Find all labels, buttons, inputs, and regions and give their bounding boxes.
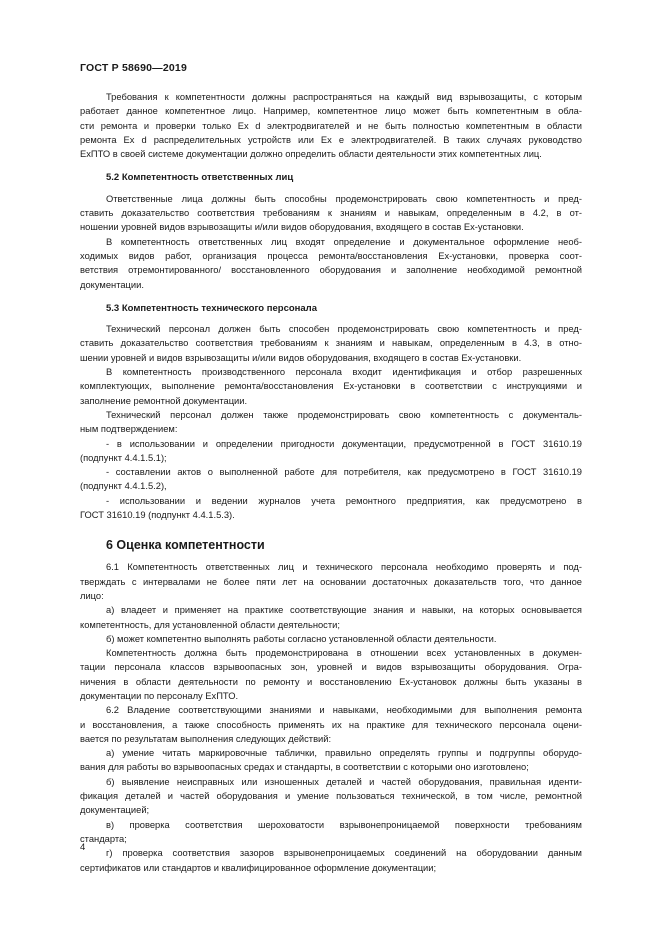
list-item-journals	[80, 494, 582, 523]
list-item-v-roughness	[80, 818, 582, 847]
text-line: документацией;	[80, 805, 150, 816]
text-line: фикация деталей и частей оборудования и умение пользоваться технической, в том числе, ремонтной	[80, 791, 582, 802]
text-line: ставить доказательство соответствия требованиям к знаниям и навыкам, определенным в 4.3, в отно-	[80, 338, 582, 349]
text-line: а) умение читать маркировочные таблички, правильно определять группы и подгруппы оборудо-	[106, 748, 582, 759]
document-body	[80, 90, 582, 875]
paragraph-demonstration	[80, 646, 582, 703]
page-header: ГОСТ Р 58690—2019	[80, 62, 188, 74]
paragraph-responsible-persons	[80, 192, 582, 235]
text-line: документации.	[80, 279, 144, 290]
list-item-a	[80, 603, 582, 632]
text-line: г) проверка соответствия зазоров взрывонепроницаемых соединений на оборудовании данным	[106, 848, 582, 859]
text-line: Технический персонал должен также продемонстрировать свою компетентность с документаль-	[106, 409, 582, 420]
text-line: ГОСТ 31610.19 (подпункт 4.4.1.5.3).	[80, 510, 235, 521]
list-item-documentation-use	[80, 437, 582, 466]
paragraph-competence-scope	[80, 90, 582, 161]
text-line: ходимых видов работ, организация процесса ремонта/восстановления Ех-установки, проверка соот-	[80, 250, 582, 261]
list-item-work-acts	[80, 465, 582, 494]
page-number: 4	[80, 842, 86, 853]
text-line: ветствия отремонтированного/ восстановленного оборудования и заполнение необходимой ремонтной	[80, 265, 582, 276]
text-line: сертификатов или стандартов и квалифицированное оформление документации;	[80, 862, 437, 873]
paragraph-technical-staff	[80, 322, 582, 365]
text-line: - в использовании и определении пригодности документации, предусмотренной в ГОСТ 31610.19	[106, 438, 582, 449]
text-line: ремонта Ex d распределительных устройств или Ex e электродвигателей. В таких случаях руководство	[80, 134, 582, 145]
text-line: сти ремонта и проверки только Ex d электродвигателей и не быть полностью компетентным в области	[80, 120, 582, 131]
text-line: документации по персоналу ЕхПТО.	[80, 690, 239, 701]
text-line: В компетентность производственного персонала входит идентификация и отбор разрешенных	[106, 367, 582, 378]
text-line: - составлении актов о выполненной работе для потребителя, как предусмотрено в ГОСТ 31610.19	[106, 467, 582, 478]
text-line: и восстановления, а также способность применять их на практике для технического персонала оцени-	[80, 719, 582, 730]
paragraph-6-2	[80, 703, 582, 746]
list-item-g-gaps	[80, 846, 582, 875]
list-item-a-labels	[80, 746, 582, 775]
text-line: Ответственные лица должны быть способны продемонстрировать свою компетентность и пред-	[106, 193, 582, 204]
text-line: заполнение ремонтной документации.	[80, 395, 248, 406]
text-line: Компетентность должна быть продемонстрирована в отношении всех установленных в докумен-	[106, 648, 582, 659]
section-heading-5-3: 5.3 Компетентность технического персонала	[106, 302, 317, 314]
text-line: вается по результатам выполнения следующих действий:	[80, 733, 332, 744]
paragraph-documented-proof	[80, 408, 582, 437]
text-line: (подпункт 4.4.1.5.1);	[80, 452, 167, 463]
text-line: Требования к компетентности должны распространяться на каждый вид взрывозащиты, с которым	[106, 92, 582, 102]
text-line: тации персонала классов взрывоопасных зон, уровней и видов взрывозащиты оборудования. Огра-	[80, 662, 582, 673]
text-line: комплектующих, выполнение ремонта/восстановления Ех-установки в соответствии с инструкциями и	[80, 381, 582, 392]
paragraph-6-1	[80, 560, 582, 603]
paragraph-responsible-duties	[80, 235, 582, 292]
text-line: Технический персонал должен быть способен продемонстрировать свою компетентность и пред-	[106, 324, 582, 335]
text-line: ношении уровней видов взрывозащиты и/или видов оборудования, входящего в состав Ех-установки.	[80, 222, 524, 233]
text-line: ничения в области деятельности по ремонту и восстановлению Ех-установок должны быть указаны в	[80, 676, 582, 687]
text-line: стандарта;	[80, 833, 127, 844]
text-line: вания для работы во взрывоопасных средах и стандарты, в соответствии с которыми оно изготовлено;	[80, 762, 529, 773]
text-line: ЕхПТО в своей системе документации должно определить области деятельности этих компетентных лиц.	[80, 149, 542, 160]
list-item-b	[80, 632, 582, 646]
text-line: лицо:	[80, 590, 104, 601]
text-line: работает данное компетентное лицо. Например, компетентное лицо может быть компетентным в обла-	[80, 106, 582, 117]
section-heading-6: 6 Оценка компетентности	[106, 538, 265, 553]
text-line: В компетентность ответственных лиц входят определение и документальное оформление необ-	[106, 236, 582, 247]
list-item-b-defects	[80, 775, 582, 818]
text-line: ным подтверждением:	[80, 424, 178, 435]
text-line: - использовании и ведении журналов учета ремонтного предприятия, как предусмотрено в	[106, 495, 582, 506]
text-line: шении уровней и видов взрывозащиты и/или видов оборудования, входящего в состав Ех-установки.	[80, 352, 522, 363]
text-line: ставить доказательство соответствия требованиям к знаниям и навыкам, определенным в 4.2, в от-	[80, 208, 582, 219]
text-line: 6.1 Компетентность ответственных лиц и технического персонала необходимо проверять и под-	[106, 562, 582, 573]
text-line: 6.2 Владение соответствующими знаниями и навыками, необходимыми для выполнения ремонта	[106, 705, 582, 716]
text-line: тверждать с интервалами не более пяти лет на основании достаточных доказательств того, что данное	[80, 576, 582, 587]
section-heading-5-2: 5.2 Компетентность ответственных лиц	[106, 172, 294, 184]
text-line: компетентность, для установленной области деятельности;	[80, 619, 340, 630]
text-line: б) может компетентно выполнять работы согласно установленной области деятельности.	[106, 633, 497, 644]
text-line: (подпункт 4.4.1.5.2),	[80, 481, 167, 492]
text-line: в) проверка соответствия шероховатости взрывонепроницаемой поверхности требованиям	[106, 819, 582, 830]
text-line: а) владеет и применяет на практике соответствующие знания и навыки, на которых основывается	[106, 605, 582, 616]
paragraph-production-staff	[80, 365, 582, 408]
text-line: б) выявление неисправных или изношенных деталей и частей оборудования, правильная иденти-	[106, 776, 582, 787]
